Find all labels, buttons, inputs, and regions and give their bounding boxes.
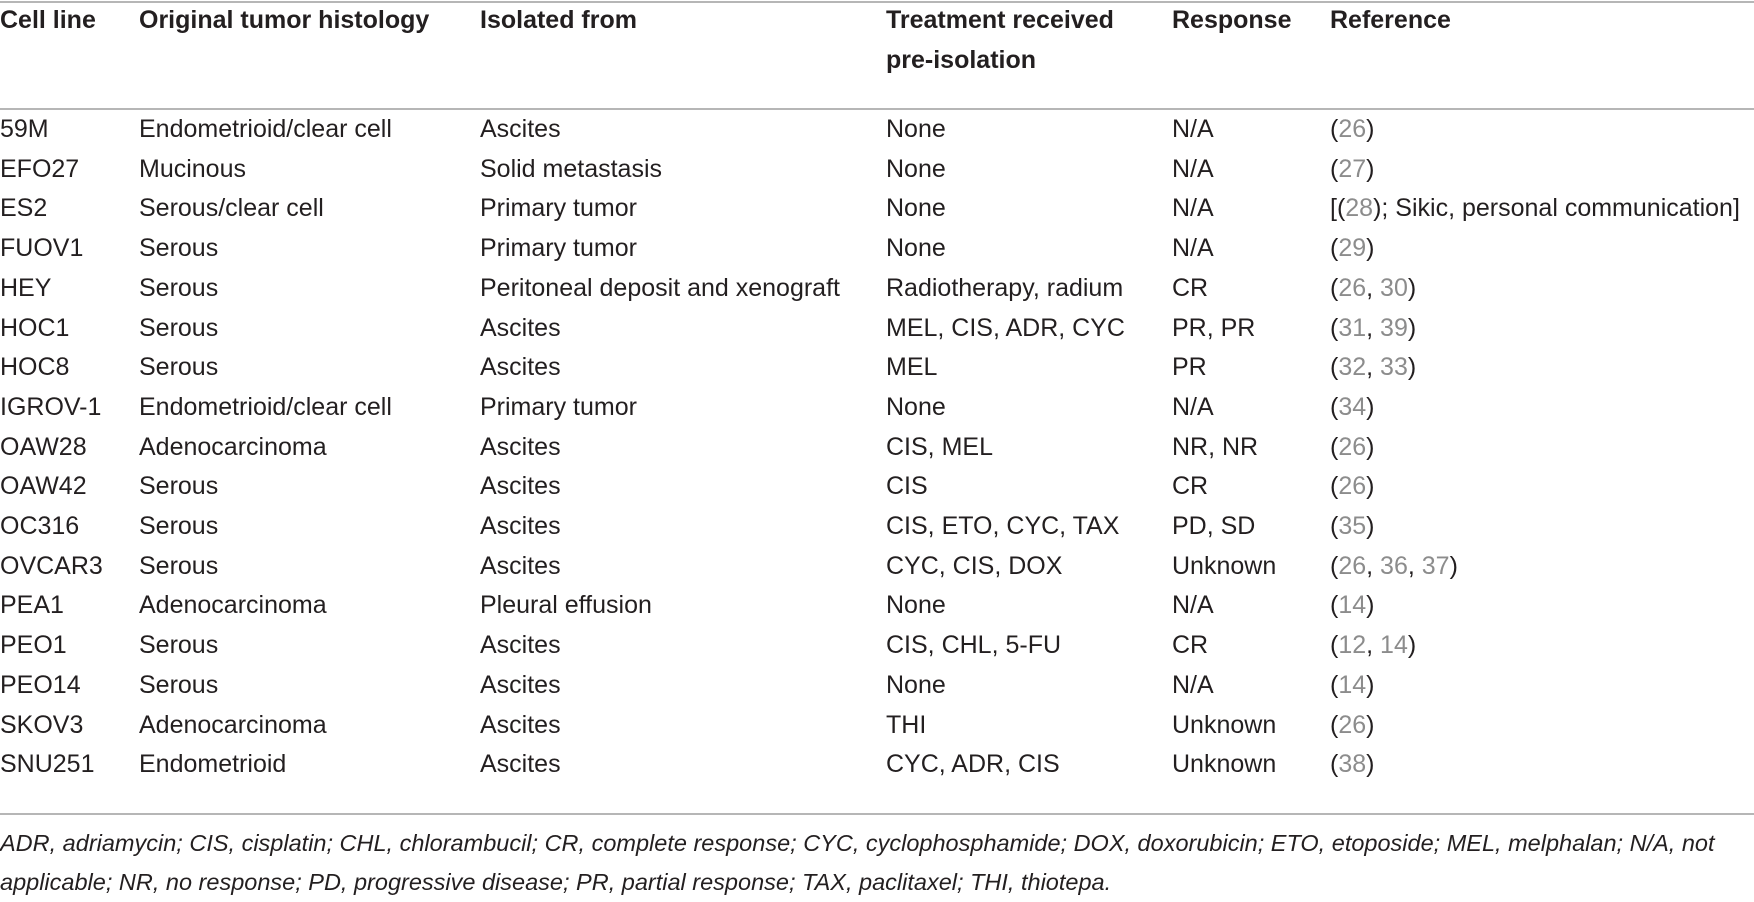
reference-link[interactable]: 29 bbox=[1338, 234, 1367, 263]
histology-cell: Mucinous bbox=[139, 154, 246, 183]
isolated-from-cell: Primary tumor bbox=[480, 392, 637, 421]
header-histology: Original tumor histology bbox=[139, 6, 430, 34]
histology-cell: Adenocarcinoma bbox=[139, 432, 327, 461]
reference-link[interactable]: 26 bbox=[1338, 472, 1367, 501]
reference-cell bbox=[1330, 309, 1754, 349]
reference-text: ) bbox=[1366, 392, 1375, 421]
cell-line-cell: IGROV-1 bbox=[0, 392, 102, 421]
treatment-cell: THI bbox=[886, 710, 927, 739]
response-cell: PD, SD bbox=[1172, 512, 1256, 541]
response-cell: Unknown bbox=[1172, 750, 1277, 779]
histology-cell: Adenocarcinoma bbox=[139, 710, 327, 739]
histology-cell: Endometrioid/clear cell bbox=[139, 392, 392, 421]
reference-text: ( bbox=[1330, 234, 1339, 263]
histology-cell: Serous bbox=[139, 353, 219, 382]
histology-cell: Adenocarcinoma bbox=[139, 591, 327, 620]
cell-line-cell: HOC1 bbox=[0, 313, 70, 342]
reference-link[interactable]: 39 bbox=[1380, 313, 1408, 342]
isolated-from-cell: Solid metastasis bbox=[480, 154, 663, 183]
reference-link[interactable]: 36 bbox=[1380, 551, 1408, 580]
reference-cell bbox=[1330, 467, 1754, 507]
reference-link[interactable]: 32 bbox=[1338, 353, 1367, 382]
reference-text: ) bbox=[1366, 234, 1375, 263]
response-cell: N/A bbox=[1172, 234, 1214, 263]
reference-cell bbox=[1330, 507, 1754, 547]
reference-text: [( bbox=[1330, 194, 1346, 223]
histology-cell: Serous bbox=[139, 472, 219, 501]
reference-cell bbox=[1330, 745, 1754, 785]
reference-text: ) bbox=[1407, 631, 1417, 660]
isolated-from-cell: Ascites bbox=[480, 512, 561, 541]
cell-line-cell: HOC8 bbox=[0, 353, 70, 382]
reference-text: , bbox=[1366, 313, 1381, 342]
reference-text: ( bbox=[1330, 313, 1339, 342]
table-row bbox=[0, 626, 1754, 666]
isolated-from-cell: Ascites bbox=[480, 551, 561, 580]
table-row bbox=[0, 269, 1754, 309]
header-treatment-line1: Treatment received bbox=[886, 6, 1114, 34]
reference-link[interactable]: 26 bbox=[1338, 115, 1367, 143]
treatment-cell: CIS bbox=[886, 472, 928, 501]
table-row bbox=[0, 309, 1754, 349]
treatment-cell: None bbox=[886, 591, 946, 620]
response-cell: CR bbox=[1172, 472, 1209, 501]
reference-cell bbox=[1330, 428, 1754, 468]
reference-link[interactable]: 26 bbox=[1338, 273, 1367, 302]
footnote-line-2: applicable; NR, no response; PD, progressive disease; PR, partial response; TAX, paclitaxel; THI, thiotepa. bbox=[0, 869, 1112, 895]
table-row bbox=[0, 229, 1754, 269]
reference-cell bbox=[1330, 269, 1754, 309]
footnote-line-1: ADR, adriamycin; CIS, cisplatin; CHL, chlorambucil; CR, complete response; CYC, cyclophosphamide; DOX, doxorubicin; ETO, etoposide; MEL, melphalan; N/A, not bbox=[0, 830, 1715, 856]
cell-line-cell: EFO27 bbox=[0, 154, 80, 183]
reference-link[interactable]: 14 bbox=[1338, 591, 1367, 620]
table-row bbox=[0, 666, 1754, 706]
table-row bbox=[0, 745, 1754, 785]
cell-line-cell: OC316 bbox=[0, 512, 80, 541]
header-reference: Reference bbox=[1330, 6, 1451, 34]
reference-text: ( bbox=[1330, 512, 1339, 541]
histology-cell: Serous bbox=[139, 512, 219, 541]
reference-cell bbox=[1330, 229, 1754, 269]
reference-link[interactable]: 30 bbox=[1380, 273, 1408, 302]
reference-text: , bbox=[1366, 273, 1381, 302]
histology-cell: Serous bbox=[139, 234, 219, 263]
reference-text: ( bbox=[1330, 591, 1339, 620]
reference-text: , bbox=[1366, 353, 1381, 382]
table-row bbox=[0, 586, 1754, 626]
cell-line-cell: HEY bbox=[0, 273, 52, 302]
reference-cell bbox=[1330, 547, 1754, 587]
reference-link[interactable]: 31 bbox=[1338, 313, 1367, 342]
header-treatment bbox=[886, 0, 1172, 110]
response-cell: Unknown bbox=[1172, 710, 1277, 739]
reference-cell bbox=[1330, 189, 1754, 229]
reference-link[interactable]: 12 bbox=[1338, 631, 1367, 660]
reference-text: , bbox=[1407, 551, 1422, 580]
reference-text: , bbox=[1366, 631, 1381, 660]
isolated-from-cell: Ascites bbox=[480, 313, 561, 342]
reference-link[interactable]: 33 bbox=[1380, 353, 1408, 382]
reference-link[interactable]: 37 bbox=[1421, 551, 1450, 580]
treatment-cell: CYC, CIS, DOX bbox=[886, 551, 1063, 580]
reference-text: ) bbox=[1407, 353, 1417, 382]
cell-line-cell: FUOV1 bbox=[0, 234, 84, 263]
reference-link[interactable]: 26 bbox=[1338, 710, 1367, 739]
reference-link[interactable]: 28 bbox=[1345, 194, 1374, 223]
isolated-from-cell: Ascites bbox=[480, 710, 561, 739]
treatment-cell: Radiotherapy, radium bbox=[886, 273, 1124, 302]
table-row bbox=[0, 348, 1754, 388]
treatment-cell: None bbox=[886, 670, 946, 699]
reference-link[interactable]: 26 bbox=[1338, 551, 1367, 580]
reference-link[interactable]: 26 bbox=[1338, 432, 1367, 461]
reference-text: ) bbox=[1366, 432, 1375, 461]
treatment-cell: MEL, CIS, ADR, CYC bbox=[886, 313, 1125, 342]
reference-cell bbox=[1330, 348, 1754, 388]
reference-cell bbox=[1330, 150, 1754, 190]
reference-cell bbox=[1330, 388, 1754, 428]
reference-text: ( bbox=[1330, 472, 1339, 501]
reference-cell bbox=[1330, 706, 1754, 746]
cell-line-cell: PEA1 bbox=[0, 591, 64, 620]
cell-line-cell: ES2 bbox=[0, 194, 48, 223]
reference-text: ); Sikic, personal communication] bbox=[1373, 194, 1740, 223]
histology-cell: Serous bbox=[139, 551, 219, 580]
table-row bbox=[0, 189, 1754, 229]
reference-text: ( bbox=[1330, 750, 1339, 779]
reference-text: ) bbox=[1366, 750, 1375, 779]
isolated-from-cell: Ascites bbox=[480, 432, 561, 461]
table-row bbox=[0, 150, 1754, 190]
reference-link[interactable]: 14 bbox=[1380, 631, 1408, 660]
isolated-from-cell: Pleural effusion bbox=[480, 591, 652, 620]
treatment-cell: None bbox=[886, 392, 946, 421]
treatment-cell: CIS, MEL bbox=[886, 432, 993, 461]
response-cell: CR bbox=[1172, 273, 1209, 302]
response-cell: N/A bbox=[1172, 154, 1214, 183]
isolated-from-cell: Ascites bbox=[480, 750, 561, 779]
table-row bbox=[0, 547, 1754, 587]
reference-link[interactable]: 34 bbox=[1338, 392, 1367, 421]
table-row bbox=[0, 467, 1754, 507]
reference-text: ( bbox=[1330, 154, 1339, 183]
reference-text: ) bbox=[1366, 670, 1375, 699]
response-cell: Unknown bbox=[1172, 551, 1277, 580]
response-cell: CR bbox=[1172, 631, 1209, 660]
reference-link[interactable]: 35 bbox=[1338, 512, 1367, 541]
treatment-cell: None bbox=[886, 194, 946, 223]
reference-link[interactable]: 27 bbox=[1338, 154, 1367, 183]
isolated-from-cell: Ascites bbox=[480, 670, 561, 699]
histology-cell: Endometrioid/clear cell bbox=[139, 115, 392, 143]
response-cell: N/A bbox=[1172, 670, 1214, 699]
isolated-from-cell: Ascites bbox=[480, 115, 561, 143]
header-cell-line: Cell line bbox=[0, 6, 96, 34]
table-footnote bbox=[0, 824, 1754, 902]
response-cell: PR bbox=[1172, 353, 1207, 382]
histology-cell: Endometrioid bbox=[139, 750, 287, 779]
reference-text: ( bbox=[1330, 392, 1339, 421]
cell-line-cell: OAW42 bbox=[0, 472, 87, 501]
histology-cell: Serous/clear cell bbox=[139, 194, 324, 223]
reference-cell bbox=[1330, 666, 1754, 706]
cell-line-cell: 59M bbox=[0, 115, 49, 143]
isolated-from-cell: Ascites bbox=[480, 353, 561, 382]
reference-text: ( bbox=[1330, 273, 1339, 302]
isolated-from-cell: Primary tumor bbox=[480, 234, 637, 263]
header-response: Response bbox=[1172, 6, 1292, 34]
table-row bbox=[0, 388, 1754, 428]
histology-cell: Serous bbox=[139, 273, 219, 302]
table-row bbox=[0, 110, 1754, 150]
cell-line-cell: PEO14 bbox=[0, 670, 81, 699]
treatment-cell: None bbox=[886, 115, 946, 143]
reference-cell bbox=[1330, 626, 1754, 666]
reference-link[interactable]: 38 bbox=[1338, 750, 1367, 779]
reference-cell bbox=[1330, 586, 1754, 626]
reference-text: ) bbox=[1366, 472, 1375, 501]
cell-line-cell: OVCAR3 bbox=[0, 551, 103, 580]
reference-text: ( bbox=[1330, 551, 1339, 580]
response-cell: N/A bbox=[1172, 115, 1214, 143]
reference-text: ( bbox=[1330, 432, 1339, 461]
reference-text: ( bbox=[1330, 353, 1339, 382]
treatment-cell: None bbox=[886, 154, 946, 183]
reference-text: ) bbox=[1366, 591, 1375, 620]
treatment-cell: None bbox=[886, 234, 946, 263]
cell-line-cell: SKOV3 bbox=[0, 710, 84, 739]
treatment-cell: CYC, ADR, CIS bbox=[886, 750, 1060, 779]
table-row bbox=[0, 507, 1754, 547]
reference-text: , bbox=[1366, 551, 1381, 580]
table-bottom-rule bbox=[0, 813, 1754, 815]
response-cell: NR, NR bbox=[1172, 432, 1259, 461]
cell-line-cell: OAW28 bbox=[0, 432, 87, 461]
treatment-cell: CIS, ETO, CYC, TAX bbox=[886, 512, 1120, 541]
reference-text: ) bbox=[1366, 115, 1375, 143]
reference-text: ( bbox=[1330, 710, 1339, 739]
response-cell: N/A bbox=[1172, 591, 1214, 620]
treatment-cell: CIS, CHL, 5-FU bbox=[886, 631, 1062, 660]
isolated-from-cell: Primary tumor bbox=[480, 194, 637, 223]
reference-cell bbox=[1330, 110, 1754, 150]
reference-text: ( bbox=[1330, 631, 1339, 660]
isolated-from-cell: Ascites bbox=[480, 472, 561, 501]
header-treatment-line2: pre-isolation bbox=[886, 46, 1037, 74]
histology-cell: Serous bbox=[139, 631, 219, 660]
isolated-from-cell: Peritoneal deposit and xenograft bbox=[480, 273, 840, 302]
header-isolated-from: Isolated from bbox=[480, 6, 637, 34]
isolated-from-cell: Ascites bbox=[480, 631, 561, 660]
reference-link[interactable]: 14 bbox=[1338, 670, 1367, 699]
treatment-cell: MEL bbox=[886, 353, 938, 382]
table-body bbox=[0, 110, 1754, 785]
reference-text: ) bbox=[1449, 551, 1458, 580]
response-cell: N/A bbox=[1172, 392, 1214, 421]
reference-text: ( bbox=[1330, 670, 1339, 699]
histology-cell: Serous bbox=[139, 670, 219, 699]
reference-text: ) bbox=[1407, 313, 1417, 342]
response-cell: PR, PR bbox=[1172, 313, 1256, 342]
cell-line-cell: PEO1 bbox=[0, 631, 67, 660]
histology-cell: Serous bbox=[139, 313, 219, 342]
reference-text: ( bbox=[1330, 115, 1339, 143]
table-row bbox=[0, 428, 1754, 468]
reference-text: ) bbox=[1366, 154, 1375, 183]
table-header-row bbox=[0, 0, 1754, 110]
reference-text: ) bbox=[1366, 710, 1375, 739]
cell-line-cell: SNU251 bbox=[0, 750, 95, 779]
response-cell: N/A bbox=[1172, 194, 1214, 223]
reference-text: ) bbox=[1366, 512, 1375, 541]
table-row bbox=[0, 706, 1754, 746]
reference-text: ) bbox=[1407, 273, 1417, 302]
